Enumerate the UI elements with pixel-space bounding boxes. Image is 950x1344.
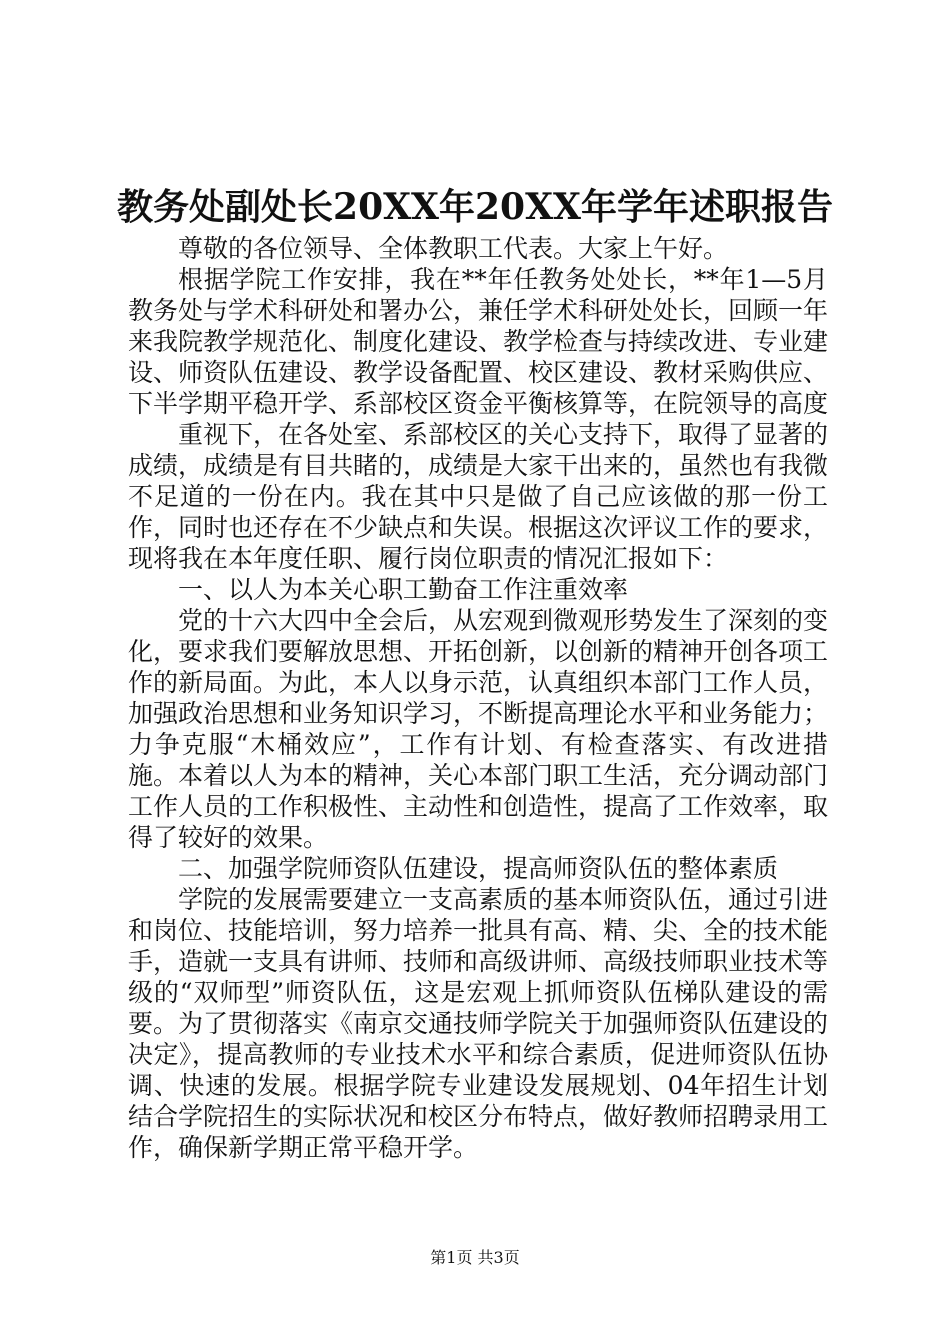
document-body bbox=[128, 233, 828, 1163]
section-heading-1: 一、以人为本关心职工勤奋工作注重效率 bbox=[178, 575, 629, 604]
section-heading-2: 二、加强学院师资队伍建设，提高师资队伍的整体素质 bbox=[178, 854, 779, 883]
paragraph-greeting: 尊敬的各位领导、全体教职工代表。大家上午好。 bbox=[178, 234, 729, 263]
paragraph-intro: 根据学院工作安排，我在**年任教务处处长，**年1—5月教务处与学术科研处和署办公，兼任学术科研处处长，回顾一年来我院教学规范化、制度化建设、教学检查与持续改进、专业建设、师资队伍建设、教学设备配置、校区建设、教材采购供应、下半学期平稳开学、系部校区资金平衡核算等，在院领导的高度 bbox=[128, 265, 829, 418]
paragraph-section-2: 学院的发展需要建立一支高素质的基本师资队伍，通过引进和岗位、技能培训，努力培养一批具有高、精、尖、全的技术能手，造就一支具有讲师、技师和高级讲师、高级技师职业技术等级的“双师型”师资队伍，这是宏观上抓师资队伍梯队建设的需要。为了贯彻落实《南京交通技师学院关于加强师资队伍建设的决定》，提高教师的专业技术水平和综合素质，促进师资队伍协调、快速的发展。根据学院专业建设发展规划、04年招生计划结合学院招生的实际状况和校区分布特点，做好教师招聘录用工作，确保新学期正常平稳开学。 bbox=[128, 885, 829, 1162]
document-title: 教务处副处长20XX年20XX年学年述职报告 bbox=[117, 186, 833, 228]
paragraph-continuation: 重视下，在各处室、系部校区的关心支持下，取得了显著的成绩，成绩是有目共睹的，成绩是大家干出来的，虽然也有我微不足道的一份在内。我在其中只是做了自己应该做的那一份工作，同时也还存在不少缺点和失误。根据这次评议工作的要求，现将我在本年度任职、履行岗位职责的情况汇报如下： bbox=[128, 420, 829, 573]
page-number-footer: 第1页 共3页 bbox=[430, 1248, 520, 1267]
paragraph-section-1: 党的十六大四中全会后，从宏观到微观形势发生了深刻的变化，要求我们要解放思想、开拓创新，以创新的精神开创各项工作的新局面。为此，本人以身示范，认真组织本部门工作人员，加强政治思想和业务知识学习，不断提高理论水平和业务能力；力争克服“木桶效应”，工作有计划、有检查落实、有改进措施。本着以人为本的精神，关心本部门职工生活，充分调动部门工作人员的工作积极性、主动性和创造性，提高了工作效率，取得了较好的效果。 bbox=[128, 606, 829, 852]
